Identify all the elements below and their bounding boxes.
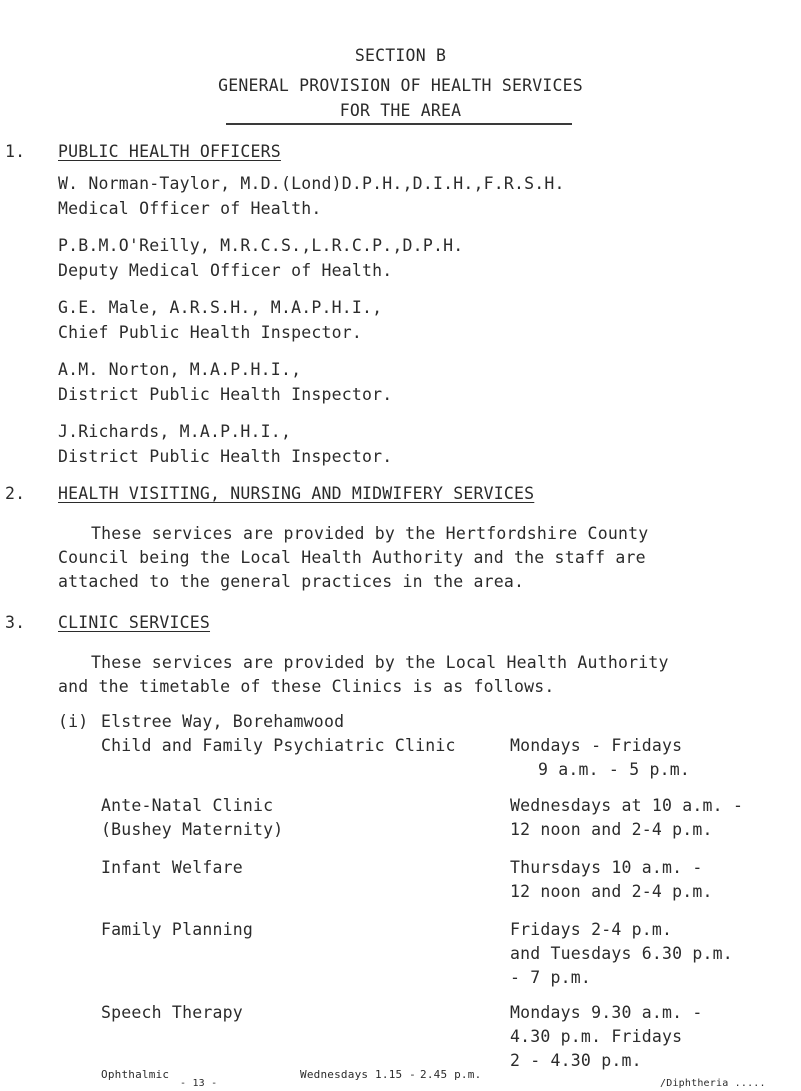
section-3-intro-line-1: These services are provided by the Local Health Authority — [91, 653, 669, 672]
clinic-6-name: Ophthalmic — [101, 1068, 170, 1081]
section-1-heading: PUBLIC HEALTH OFFICERS — [58, 142, 281, 161]
section-3-heading: CLINIC SERVICES — [58, 613, 211, 632]
clinic-1-times-line-2: 9 a.m. - 5 p.m. — [538, 760, 691, 779]
section-2-text-line-1: These services are provided by the Hertfordshire County — [91, 524, 649, 543]
officer-4-role: District Public Health Inspector. — [58, 385, 393, 404]
section-2-heading: HEALTH VISITING, NURSING AND MIDWIFERY SERVICES — [58, 484, 535, 503]
clinic-group-location: Elstree Way, Borehamwood — [101, 712, 345, 731]
clinic-4-times-line-3: - 7 p.m. — [510, 968, 592, 987]
clinic-4-times-line-2: and Tuesdays 6.30 p.m. — [510, 944, 733, 963]
clinic-group-label: (i) — [58, 712, 89, 731]
section-1-number: 1. — [5, 142, 26, 161]
clinic-6-times-line-1: Wednesdays 1.15 - — [300, 1068, 416, 1081]
clinic-5-times-line-2: 4.30 p.m. Fridays — [510, 1027, 683, 1046]
officer-1-name: W. Norman-Taylor, M.D.(Lond)D.P.H.,D.I.H.,F.R.S.H. — [58, 174, 565, 193]
clinic-4-times-line-1: Fridays 2-4 p.m. — [510, 920, 673, 939]
officer-3-name: G.E. Male, A.R.S.H., M.A.P.H.I., — [58, 298, 383, 317]
section-3-intro-line-2: and the timetable of these Clinics is as follows. — [58, 677, 555, 696]
section-label: SECTION B — [354, 46, 447, 65]
clinic-5-times-line-3: 2 - 4.30 p.m. — [510, 1051, 642, 1070]
clinic-5-times-line-1: Mondays 9.30 a.m. - — [510, 1003, 703, 1022]
section-2-text-line-2: Council being the Local Health Authority and the staff are — [58, 548, 646, 567]
clinic-4-name: Family Planning — [101, 920, 254, 939]
page-number: - 13 - — [180, 1078, 218, 1089]
officer-5-role: District Public Health Inspector. — [58, 447, 393, 466]
clinic-1-name: Child and Family Psychiatric Clinic — [101, 736, 456, 755]
clinic-3-times-line-1: Thursdays 10 a.m. - — [510, 858, 703, 877]
officer-2-name: P.B.M.O'Reilly, M.R.C.S.,L.R.C.P.,D.P.H. — [58, 236, 464, 255]
officer-5-name: J.Richards, M.A.P.H.I., — [58, 422, 292, 441]
clinic-2-times-line-1: Wednesdays at 10 a.m. - — [510, 796, 744, 815]
clinic-3-times-line-2: 12 noon and 2-4 p.m. — [510, 882, 713, 901]
section-2-number: 2. — [5, 484, 26, 503]
document-title-line-1: GENERAL PROVISION OF HEALTH SERVICES — [218, 76, 583, 95]
officer-1-role: Medical Officer of Health. — [58, 199, 322, 218]
title-underline — [226, 123, 572, 125]
clinic-2-name-line-1: Ante-Natal Clinic — [101, 796, 274, 815]
document-title-line-2: FOR THE AREA — [339, 101, 462, 120]
section-2-text-line-3: attached to the general practices in the area. — [58, 572, 525, 591]
continuation-text: /Diphtheria ..... — [660, 1078, 766, 1089]
clinic-2-times-line-2: 12 noon and 2-4 p.m. — [510, 820, 713, 839]
section-3-number: 3. — [5, 613, 26, 632]
clinic-2-name-line-2: (Bushey Maternity) — [101, 820, 284, 839]
clinic-1-times-line-1: Mondays - Fridays — [510, 736, 683, 755]
officer-2-role: Deputy Medical Officer of Health. — [58, 261, 393, 280]
clinic-5-name: Speech Therapy — [101, 1003, 243, 1022]
clinic-6-times-line-2: 2.45 p.m. — [420, 1068, 482, 1081]
officer-4-name: A.M. Norton, M.A.P.H.I., — [58, 360, 302, 379]
clinic-3-name: Infant Welfare — [101, 858, 243, 877]
officer-3-role: Chief Public Health Inspector. — [58, 323, 363, 342]
